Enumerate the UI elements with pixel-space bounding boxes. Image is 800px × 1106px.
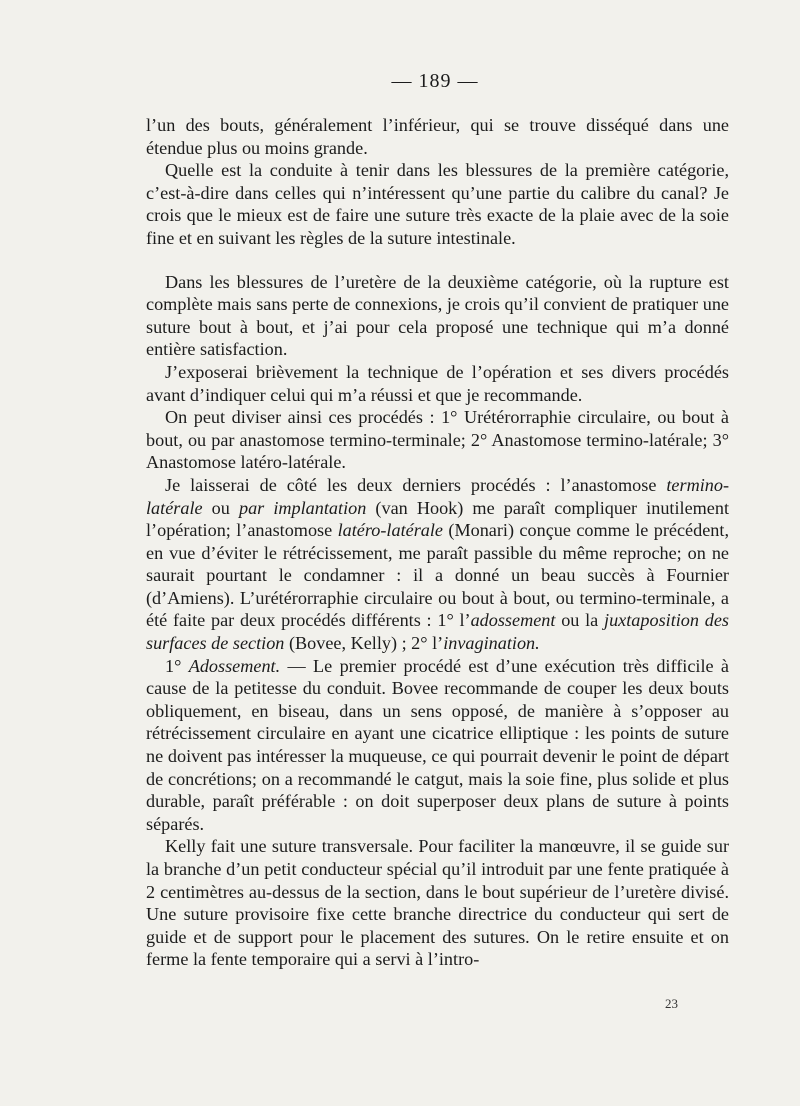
paragraph bbox=[146, 835, 729, 971]
text-run: ou la bbox=[555, 610, 605, 631]
italic-text: latéro-latérale bbox=[337, 520, 443, 541]
paragraph bbox=[146, 361, 729, 406]
paragraph bbox=[146, 114, 729, 159]
italic-text: juxtaposition des surfaces de section bbox=[146, 610, 729, 654]
text-run: Quelle est la conduite à tenir dans les blessures de la première catégorie, c’est-à-dire dans celles qui n’intéressent qu’une partie du calibre du canal? Je crois que le mieux est de faire une suture très exacte de la plaie avec de la soie fine et en suivant les règles de la suture intestinale. bbox=[146, 160, 729, 248]
paragraph bbox=[146, 159, 729, 249]
text-run: — Le premier procédé est d’une exécution très difficile à cause de la petitesse du conduit. Bovee recommande de couper les deux bouts obliquement, en biseau, dans un sens opposé, de manière à s’opposer au rétrécissement circulaire en ayant une cicatrice elliptique : les points de suture ne doivent pas intéresser la muqueuse, ce qui pourrait devenir le point de départ de concrétions; on a recommandé le catgut, mais la soie fine, plus solide et plus durable, paraît préférable : on doit superposer deux plans de suture à points séparés. bbox=[146, 655, 729, 834]
paragraph bbox=[146, 474, 729, 655]
paragraph bbox=[146, 655, 729, 836]
text-run: (van Hook) me paraît compliquer inutilement l’opération; l’anastomose bbox=[146, 497, 730, 541]
paragraph bbox=[146, 406, 729, 474]
page-number: — 189 — bbox=[391, 70, 479, 92]
text-run: Kelly fait une suture transversale. Pour faciliter la manœuvre, il se guide sur la branche d’un petit conducteur spécial qu’il introduit par une fente pratiquée à 2 centimètres au-dessus de la section, dans le bout supérieur de l’uretère divisé. Une suture provisoire fixe cette branche directrice du conducteur qui sert de guide et de support pour le placement des sutures. On le retire ensuite et on ferme la fente temporaire qui a servi à l’intro- bbox=[146, 836, 729, 970]
italic-text: Adossement. bbox=[188, 655, 281, 676]
italic-text: invagination. bbox=[443, 633, 540, 654]
text-run: On peut diviser ainsi ces procédés : 1° Urétérorraphie circulaire, ou bout à bout, ou par anastomose termino-terminale; 2° Anastomose termino-latérale; 3° Anastomose latéro-latérale. bbox=[146, 407, 729, 473]
text-run: Dans les blessures de l’uretère de la deuxième catégorie, où la rupture est complète mais sans perte de connexions, je crois qu’il convient de pratiquer une suture bout à bout, et j’ai pour cela proposé une technique qui m’a donné entière satisfaction. bbox=[146, 271, 729, 360]
italic-text: par implantation bbox=[238, 497, 367, 518]
text-run: J’exposerai brièvement la technique de l’opération et ses divers procédés avant d’indiquer celui qui m’a réussi et que je recommande. bbox=[146, 361, 729, 405]
paragraph bbox=[146, 271, 729, 361]
body-text bbox=[146, 114, 729, 971]
text-run: ou bbox=[202, 497, 239, 518]
italic-text: adossement bbox=[470, 610, 556, 631]
italic-text: termino-latérale bbox=[146, 474, 729, 518]
text-run: Je laisserai de côté les deux derniers procédés : l’anastomose bbox=[165, 474, 667, 495]
text-run: 1° bbox=[165, 655, 189, 676]
text-run: (Bovee, Kelly) ; 2° l’ bbox=[284, 633, 444, 654]
text-run: l’un des bouts, généralement l’inférieur, qui se trouve disséqué dans une étendue plus ou moins grande. bbox=[146, 115, 729, 158]
text-run: (Monari) conçue comme le précédent, en vue d’éviter le rétrécissement, me paraît passible du même reproche; on ne saurait pourtant le condamner : il a donné un beau succès à Fournier (d’Amiens). L’urétérorraphie circulaire ou bout à bout, ou termino-terminale, a été faite par deux procédés différents : 1° l’ bbox=[146, 520, 729, 631]
signature-mark: 23 bbox=[665, 996, 678, 1011]
